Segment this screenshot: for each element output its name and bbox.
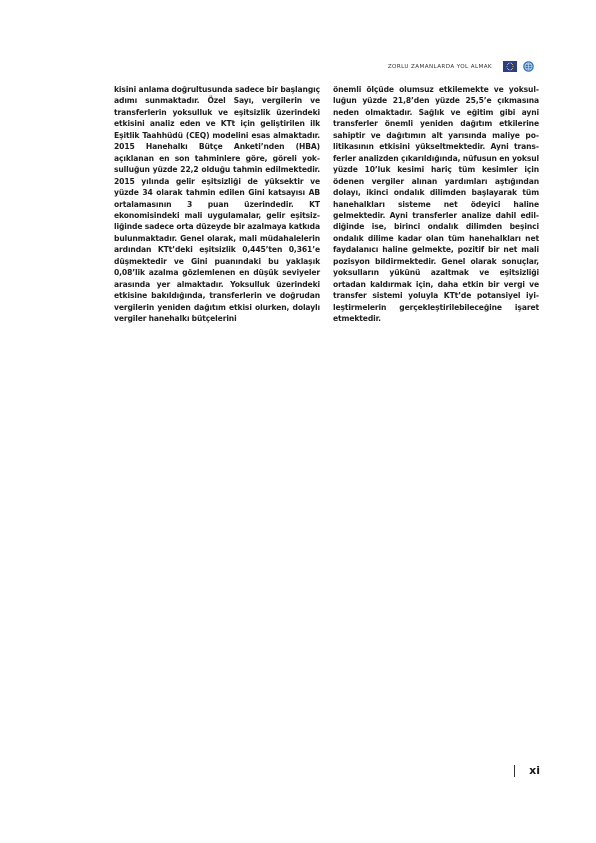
body-text: [114, 84, 539, 325]
running-header: [388, 61, 534, 72]
right-column-text: önemli ölçüde olumsuz etkilemekte ve yoksulluğun yüzde 21,8’den yüzde 25,5’e çıkmasına neden olmaktadır. Sağlık ve eğitim gibi ayni transferler önemli yeniden dağıtım etkilerine sahiptir ve dağıtımın alt yarısında maliye politikasının etkisini yükseltmektedir. Ayni transferler analizden çıkarıldığında, nüfusun en yoksul yüzde 10’luk kesimi hariç tüm kesimler için ödenen vergiler alınan yardımları aştığından dolayı, ikinci ondalık dilimden başlayarak tüm hanehalkları sisteme net ödeyici haline gelmektedir. Ayni transferler analize dahil edildiğinde ise, birinci ondalık dilimden beşinci ondalık dilime kadar olan tüm hanehalkları net faydalanıcı haline gelmekte, pozitif bir net mali pozisyon bildirmektedir. Genel olarak sonuçlar, yoksulların yükünü azaltmak ve eşitsizliği ortadan kaldırmak için, daha etkin bir vergi ve transfer sistemi yoluyla KTt’de potansiyel iyileştirmelerin gerçekleştirilebileceğine işaret etmektedir.: [333, 85, 539, 324]
page-number: xi: [529, 764, 540, 777]
page-footer: [514, 764, 540, 777]
right-column: [333, 84, 539, 325]
undp-logo-icon: [523, 61, 534, 72]
left-column: [114, 84, 320, 325]
footer-divider: [514, 765, 515, 777]
eu-flag-icon: [503, 61, 517, 72]
left-column-text: kisini anlama doğrultusunda sadece bir başlangıç adımı sunmaktadır. Özel Sayı, vergilerin ve transferlerin yoksulluk ve eşitsizlik üzerindeki etkisini analiz eden ve KTt için geliştirilen ilk Eşitlik Taahhüdü (CEQ) modelini esas almaktadır. 2015 Hanehalkı Bütçe Anketi’nden (HBA) açıklanan en son tahminlere göre, göreli yoksulluğun yüzde 22,2 olduğu tahmin edilmektedir. 2015 yılında gelir eşitsizliği de yüksektir ve yüzde 34 olarak tahmin edilen Gini katsayısı AB ortalamasının 3 puan üzerindedir. KT ekonomisindeki mali uygulamalar, gelir eşitsizliğinde sadece orta düzeyde bir azalmaya katkıda bulunmaktadır. Genel olarak, mali müdahalelerin ardından KTt’deki eşitsizlik 0,445’ten 0,361’e düşmektedir ve Gini puanındaki bu yaklaşık 0,08’lik azalma gözlemlenen en düşük seviyeler arasında yer almaktadır. Yoksulluk üzerindeki etkisine bakıldığında, transferlerin ve doğrudan vergilerin yeniden dağıtım etkisi olurken, dolaylı vergiler hanehalkı bütçelerini: [114, 85, 320, 324]
running-header-title: ZORLU ZAMANLARDA YOL ALMAK: [387, 63, 492, 70]
